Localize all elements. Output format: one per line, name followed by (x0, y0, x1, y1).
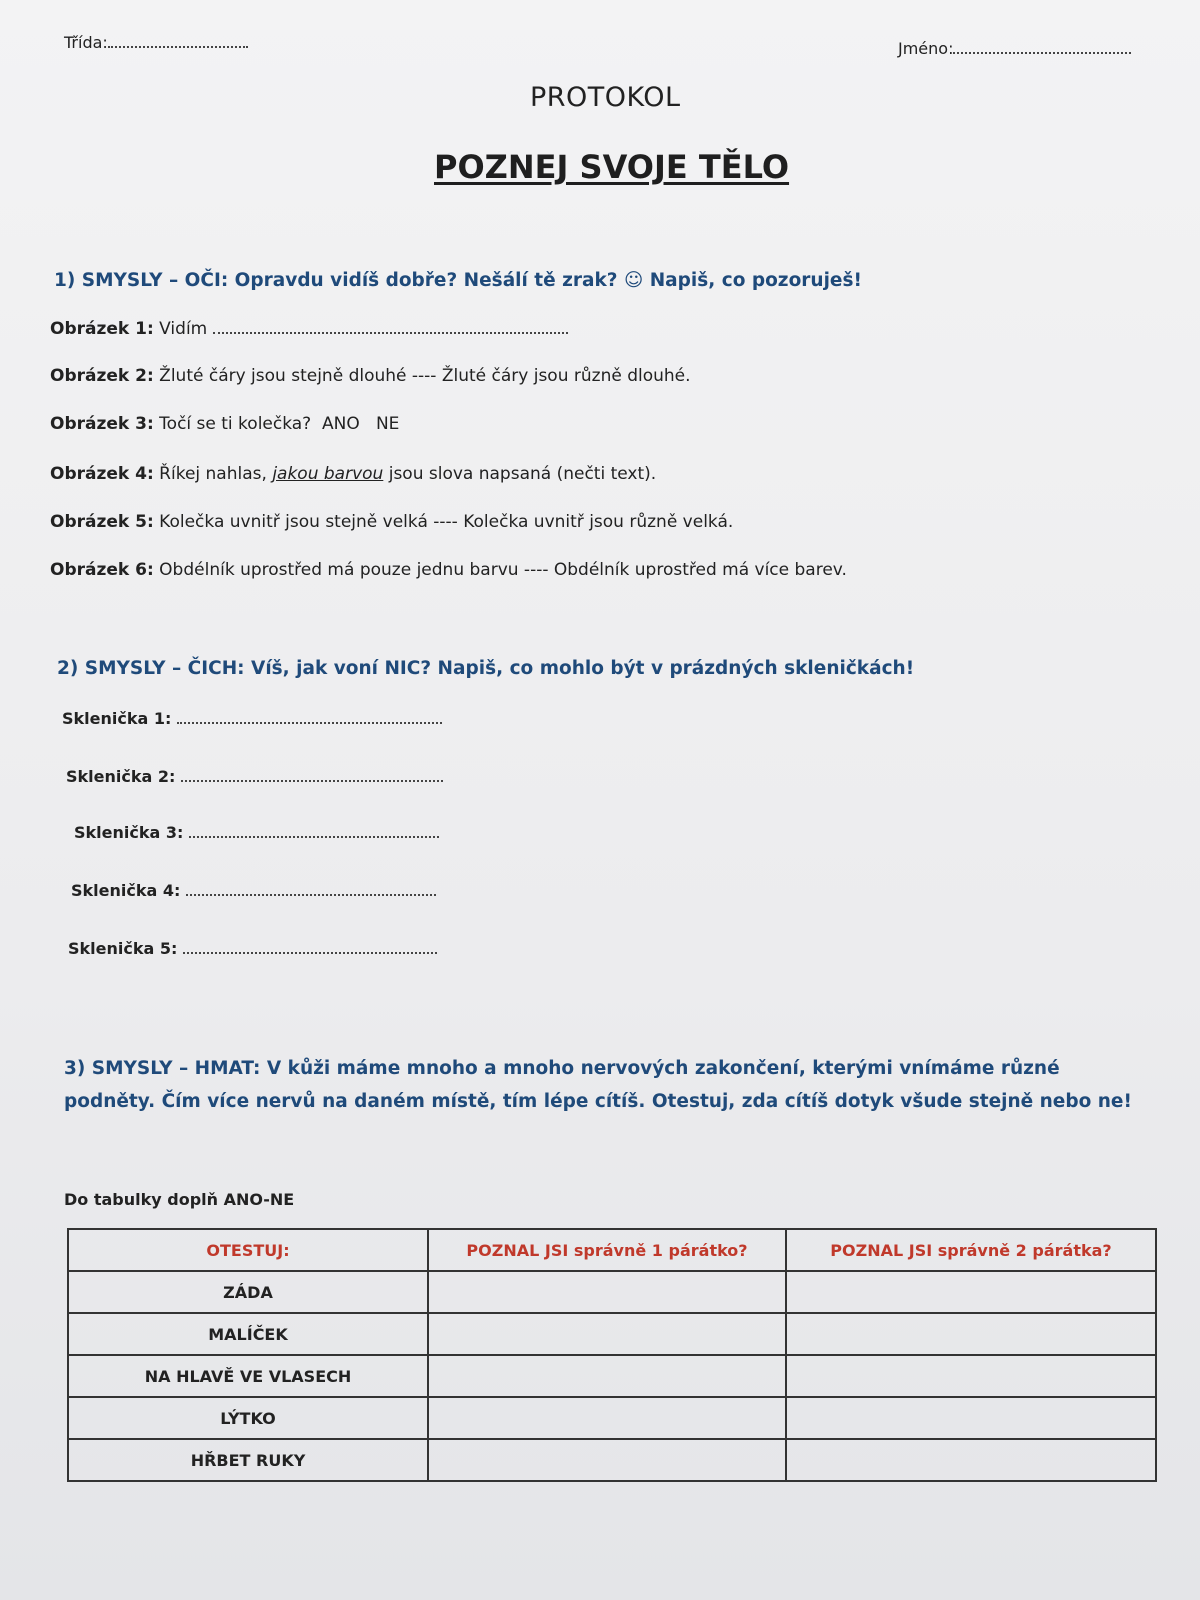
glass-3-item (74, 822, 439, 842)
name-field (898, 38, 1131, 58)
glass-5-blank[interactable] (183, 938, 437, 954)
section-touch-heading: 3) SMYSLY – HMAT: V kůži máme mnoho a mnoho nervových zakončení, kterými vnímáme různé podněty. Čím více nervů na daném místě, tím lépe cítíš. Otestuj, zda cítíš dotyk všude stejně nebo ne! (64, 1058, 1132, 1112)
picture-3-item (50, 414, 399, 434)
class-field (64, 32, 248, 52)
picture-6-label: Obrázek 6: (50, 560, 154, 580)
picture-2-label: Obrázek 2: (50, 366, 154, 386)
column-header-two-toothpicks: POZNAL JSI správně 2 párátka? (786, 1229, 1156, 1271)
glass-3-blank[interactable] (189, 822, 439, 838)
row-label-calf: LÝTKO (68, 1397, 428, 1439)
class-label: Třída: (64, 33, 108, 52)
picture-6-text: Obdélník uprostřed má pouze jednu barvu ---- Obdélník uprostřed má více barev. (159, 560, 847, 580)
answer-cell-one[interactable] (428, 1397, 786, 1439)
glass-2-blank[interactable] (181, 766, 443, 782)
answer-cell-two[interactable] (786, 1313, 1156, 1355)
page-title: POZNEJ SVOJE TĚLO (434, 148, 790, 186)
glass-1-item (62, 708, 442, 728)
glass-2-item (66, 766, 443, 786)
glass-5-item (68, 938, 437, 958)
row-label-back-of-hand: HŘBET RUKY (68, 1439, 428, 1481)
row-label-head-hair: NA HLAVĚ VE VLASECH (68, 1355, 428, 1397)
picture-3-text: Točí se ti kolečka? ANO NE (159, 414, 400, 434)
picture-3-label: Obrázek 3: (50, 414, 154, 434)
table-row (68, 1313, 1156, 1355)
picture-4-text-after: jsou slova napsaná (nečti text). (388, 464, 657, 484)
answer-cell-two[interactable] (786, 1397, 1156, 1439)
touch-test-table (67, 1228, 1157, 1482)
answer-cell-two[interactable] (786, 1439, 1156, 1481)
answer-cell-two[interactable] (786, 1271, 1156, 1313)
picture-4-label: Obrázek 4: (50, 464, 154, 484)
picture-1-text: Vidím (159, 319, 208, 339)
picture-4-text-underlined: jakou barvou (272, 464, 384, 484)
picture-2-text: Žluté čáry jsou stejně dlouhé ---- Žluté čáry jsou různě dlouhé. (159, 366, 691, 386)
answer-cell-one[interactable] (428, 1355, 786, 1397)
picture-6-item (50, 560, 847, 580)
table-header-row (68, 1229, 1156, 1271)
table-row (68, 1439, 1156, 1481)
glass-1-label: Sklenička 1: (62, 709, 172, 728)
picture-5-item (50, 512, 733, 532)
column-header-one-toothpick: POZNAL JSI správně 1 párátko? (428, 1229, 786, 1271)
picture-2-item (50, 366, 691, 386)
answer-cell-one[interactable] (428, 1439, 786, 1481)
section-smell-heading: 2) SMYSLY – ČICH: Víš, jak voní NIC? Napiš, co mohlo být v prázdných skleničkách! (57, 658, 915, 679)
row-label-back: ZÁDA (68, 1271, 428, 1313)
answer-cell-one[interactable] (428, 1313, 786, 1355)
picture-5-label: Obrázek 5: (50, 512, 154, 532)
answer-cell-one[interactable] (428, 1271, 786, 1313)
picture-4-item (50, 464, 656, 484)
answer-cell-two[interactable] (786, 1355, 1156, 1397)
name-label: Jméno: (898, 39, 954, 58)
glass-4-item (71, 880, 436, 900)
glass-2-label: Sklenička 2: (66, 767, 176, 786)
glass-4-label: Sklenička 4: (71, 881, 181, 900)
picture-1-blank[interactable] (213, 318, 568, 334)
glass-5-label: Sklenička 5: (68, 939, 178, 958)
class-blank[interactable] (108, 32, 248, 48)
picture-4-text-before: Říkej nahlas, (159, 464, 267, 484)
row-label-little-finger: MALÍČEK (68, 1313, 428, 1355)
table-row (68, 1355, 1156, 1397)
table-instruction: Do tabulky doplň ANO-NE (64, 1190, 295, 1209)
table-row (68, 1397, 1156, 1439)
section-eyes-heading: 1) SMYSLY – OČI: Opravdu vidíš dobře? Nešálí tě zrak? ☺ Napiš, co pozoruješ! (54, 270, 862, 291)
column-header-test: OTESTUJ: (68, 1229, 428, 1271)
glass-4-blank[interactable] (186, 880, 436, 896)
name-blank[interactable] (953, 38, 1131, 54)
picture-1-item (50, 318, 568, 339)
picture-5-text: Kolečka uvnitř jsou stejně velká ---- Kolečka uvnitř jsou různě velká. (159, 512, 734, 532)
protocol-label: PROTOKOL (530, 82, 681, 113)
glass-3-label: Sklenička 3: (74, 823, 184, 842)
table-row (68, 1271, 1156, 1313)
picture-1-label: Obrázek 1: (50, 319, 154, 339)
glass-1-blank[interactable] (177, 708, 442, 724)
